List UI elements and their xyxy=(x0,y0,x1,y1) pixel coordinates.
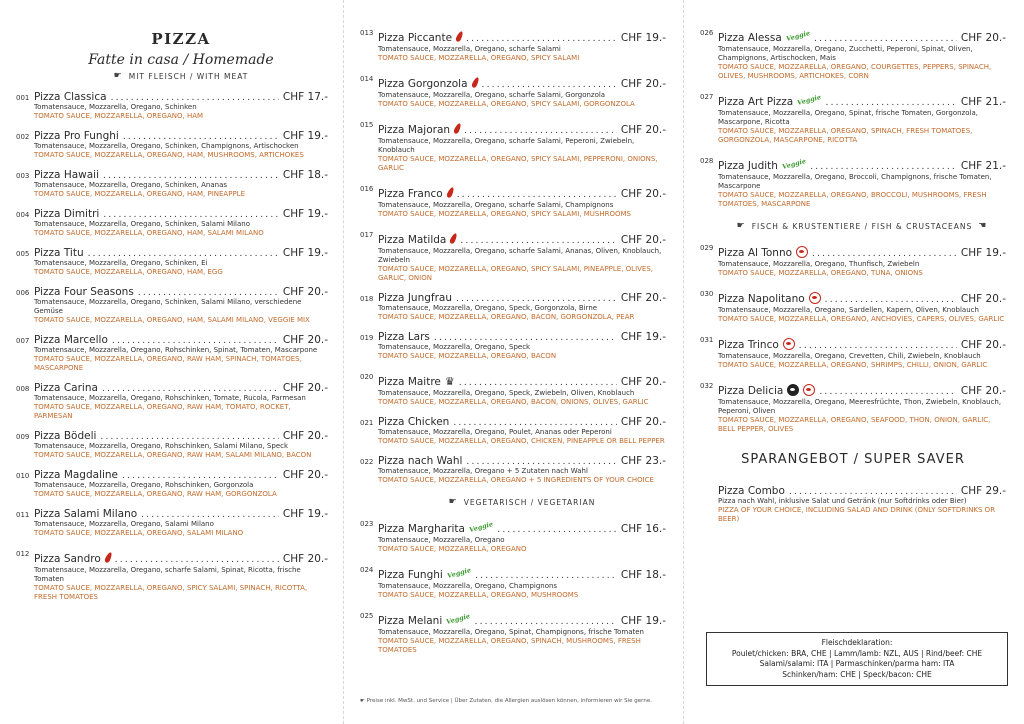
shrimp-icon xyxy=(803,384,815,396)
item-number: 028 xyxy=(700,157,714,165)
item-description-en: TOMATO SAUCE, MOZZARELLA, OREGANO, SPINACH, FRESH TOMATOES, GORGONZOLA, MASCARPONE, RICOTTA xyxy=(718,127,973,144)
dot-leader xyxy=(103,171,279,181)
item-description-en: TOMATO SAUCE, MOZZARELLA, OREGANO + 5 INGREDIENTS OF YOUR CHOICE xyxy=(378,476,654,484)
item-name: Pizza Matilda xyxy=(378,234,447,246)
item-description-en: TOMATO SAUCE, MOZZARELLA, OREGANO xyxy=(378,545,527,553)
menu-item xyxy=(360,292,666,322)
item-number: 006 xyxy=(16,289,30,297)
super-saver-title: SPARANGEBOT / SUPER SAVER xyxy=(741,452,965,467)
item-description-en: TOMATO SAUCE, MOZZARELLA, OREGANO, BACON, ONIONS, OLIVES, GARLIC xyxy=(378,398,649,406)
item-number: 007 xyxy=(16,337,30,345)
menu-list xyxy=(700,26,1006,209)
item-name: Pizza Magdaline xyxy=(34,469,119,481)
item-number: 005 xyxy=(16,250,30,258)
item-icons xyxy=(443,563,471,582)
menu-column-2 xyxy=(360,26,666,664)
veggie-icon: Veggie xyxy=(446,565,472,581)
dot-leader xyxy=(115,555,279,565)
item-description-de: Tomatensauce, Mozzarella, Oregano, Salami Milano xyxy=(34,520,214,528)
menu-item xyxy=(360,517,666,554)
item-name: Pizza Trinco xyxy=(718,339,779,351)
item-number: 032 xyxy=(700,382,714,390)
item-description-en: TOMATO SAUCE, MOZZARELLA, OREGANO, BACON xyxy=(378,352,557,360)
item-description-de: Tomatensauce, Mozzarella, Oregano, Schinken xyxy=(34,103,197,111)
item-price: CHF 20.- xyxy=(282,334,328,346)
dot-leader xyxy=(138,288,279,298)
item-description-de: Tomatensauce, Mozzarella, Oregano, Sardellen, Kapern, Oliven, Knoblauch xyxy=(718,306,979,314)
item-description-de: Pizza nach Wahl, inklusive Salat und Getränk (nur Softdrinks oder Bier) xyxy=(718,497,967,505)
item-price: CHF 19.- xyxy=(620,615,666,627)
menu-item xyxy=(360,370,666,407)
item-description-de: Tomatensauce, Mozzarella, Oregano, scharfe Salami, Peperoni, Zwiebeln, Knoblauch xyxy=(378,137,635,154)
menu-item-combo xyxy=(700,485,1006,524)
item-name: Pizza Art Pizza xyxy=(718,96,794,108)
pointing-hand-icon: ☛ xyxy=(736,221,746,231)
menu-item xyxy=(700,379,1006,434)
dot-leader xyxy=(812,249,957,259)
item-name: Pizza Piccante xyxy=(378,32,453,44)
item-price: CHF 21.- xyxy=(960,96,1006,108)
item-number: 026 xyxy=(700,29,714,37)
menu-item xyxy=(360,26,666,63)
item-number: 010 xyxy=(16,472,30,480)
menu-list xyxy=(16,91,328,602)
dot-leader xyxy=(460,236,617,246)
section-header-fish xyxy=(718,221,1006,231)
dot-leader xyxy=(434,333,617,343)
dot-leader xyxy=(497,525,617,535)
item-description-de: Tomatensauce, Mozzarella, Oregano, Spinat, Champignons, frische Tomaten xyxy=(378,628,644,636)
item-description-de: Tomatensauce, Mozzarella, Oregano, Rohschinken, Salami Milano, Speck xyxy=(34,442,289,450)
menu-item xyxy=(700,287,1006,324)
item-number: 016 xyxy=(360,185,374,193)
item-number: 003 xyxy=(16,172,30,180)
item-name: Pizza Napolitano xyxy=(718,293,805,305)
item-price: CHF 20.- xyxy=(282,469,328,481)
dot-leader xyxy=(814,34,957,44)
item-description-de: Tomatensauce, Mozzarella, Oregano, Speck, Zwiebeln, Oliven, Knoblauch xyxy=(378,389,635,397)
dot-leader xyxy=(103,210,279,220)
item-number: 023 xyxy=(360,520,374,528)
item-description-en: TOMATO SAUCE, MOZZARELLA, OREGANO, HAM xyxy=(34,112,204,120)
item-description-de: Tomatensauce, Mozzarella, Oregano, scharfe Salami, Gorgonzola xyxy=(378,91,606,99)
item-number: 030 xyxy=(700,290,714,298)
menu-item xyxy=(700,90,1006,145)
footnote xyxy=(360,698,670,704)
item-price: CHF 19.- xyxy=(282,247,328,259)
item-number: 025 xyxy=(360,612,374,620)
menu-item xyxy=(16,91,328,121)
declaration-title: Fleischdeklaration: xyxy=(821,638,893,647)
dot-leader xyxy=(464,126,617,136)
item-price: CHF 19.- xyxy=(282,130,328,142)
item-description-en: PIZZA OF YOUR CHOICE, INCLUDING SALAD AND DRINK (ONLY SOFTDRINKS OR BEER) xyxy=(718,506,996,523)
menu-list xyxy=(700,241,1006,434)
declaration-line: Schinken/ham: CHE | Speck/bacon: CHE xyxy=(782,669,932,679)
item-icons xyxy=(101,547,111,566)
item-price: CHF 16.- xyxy=(620,523,666,535)
item-description-de: Tomatensauce, Mozzarella, Oregano, Poulet, Ananas oder Peperoni xyxy=(378,428,612,436)
menu-item xyxy=(16,247,328,277)
item-price: CHF 18.- xyxy=(282,169,328,181)
item-name: Pizza Jungfrau xyxy=(378,292,452,304)
menu-item xyxy=(700,333,1006,370)
menu-item xyxy=(360,416,666,446)
item-price: CHF 19.- xyxy=(282,208,328,220)
fish-icon xyxy=(809,292,821,304)
item-price: CHF 29.- xyxy=(960,485,1006,497)
item-description-en: TOMATO SAUCE, MOZZARELLA, OREGANO, SPINACH, MUSHROOMS, FRESH TOMATOES xyxy=(378,637,641,654)
item-description-de: Tomatensauce, Mozzarella, Oregano xyxy=(378,536,505,544)
section-title: VEGETARISCH / VEGETARIAN xyxy=(463,497,596,507)
dot-leader xyxy=(810,162,957,172)
item-icons xyxy=(452,26,462,45)
item-name: Pizza Al Tonno xyxy=(718,247,793,259)
menu-column-3 xyxy=(700,26,1006,533)
item-name: Pizza Gorgonzola xyxy=(378,78,468,90)
item-price: CHF 20.- xyxy=(282,286,328,298)
dot-leader xyxy=(475,617,617,627)
dot-leader xyxy=(466,34,617,44)
item-description-en: TOMATO SAUCE, MOZZARELLA, OREGANO, RAW HAM, SPINACH, TOMATOES, MASCARPONE xyxy=(34,355,302,372)
item-number: 004 xyxy=(16,211,30,219)
item-description-en: TOMATO SAUCE, MOZZARELLA, OREGANO, SALAMI MILANO xyxy=(34,529,244,537)
item-price: CHF 20.- xyxy=(620,124,666,136)
veggie-icon: Veggie xyxy=(781,156,807,172)
pointing-hand-icon: ☚ xyxy=(978,221,988,231)
item-name: Pizza Sandro xyxy=(34,553,101,565)
section-title: MIT FLEISCH / WITH MEAT xyxy=(128,71,249,81)
item-number: 002 xyxy=(16,133,30,141)
item-name: Pizza Franco xyxy=(378,188,443,200)
item-icons xyxy=(778,154,806,173)
item-description-de: Tomatensauce, Mozzarella, Oregano, Champignons xyxy=(378,582,558,590)
item-name: Pizza Hawaii xyxy=(34,169,99,181)
item-description-en: TOMATO SAUCE, MOZZARELLA, OREGANO, HAM, SALAMI MILANO, VEGGIE MIX xyxy=(34,316,310,324)
item-description-en: TOMATO SAUCE, MOZZARELLA, OREGANO, SPICY SALAMI, PEPPERONI, ONIONS, GARLIC xyxy=(378,155,658,172)
item-description-de: Tomatensauce, Mozzarella, Oregano, Schinken, Champignons, Artischocken xyxy=(34,142,299,150)
item-name: Pizza Dimitri xyxy=(34,208,100,220)
item-price: CHF 18.- xyxy=(620,569,666,581)
item-description-en: TOMATO SAUCE, MOZZARELLA, OREGANO, SHRIMPS, CHILLI, ONION, GARLIC xyxy=(718,361,988,369)
item-description-en: TOMATO SAUCE, MOZZARELLA, OREGANO, CHICKEN, PINEAPPLE OR BELL PEPPER xyxy=(378,437,665,445)
menu-item xyxy=(360,455,666,485)
item-number: 031 xyxy=(700,336,714,344)
item-description-de: Tomatensauce, Mozzarella, Oregano, Speck, Gorgonzola, Birne xyxy=(378,304,598,312)
item-price: CHF 20.- xyxy=(960,293,1006,305)
dot-leader xyxy=(456,294,617,304)
dot-leader xyxy=(111,93,279,103)
item-price: CHF 20.- xyxy=(960,32,1006,44)
item-description-en: TOMATO SAUCE, MOZZARELLA, OREGANO, COURGETTES, PEPPERS, SPINACH, OLIVES, MUSHROOMS, ARTICHOKES, CORN xyxy=(718,63,992,80)
veggie-icon: Veggie xyxy=(445,611,472,627)
item-description-de: Tomatensauce, Mozzarella, Oregano, Rohschinken, Spinat, Tomaten, Mascarpone xyxy=(34,346,318,354)
section-header-meat xyxy=(34,71,328,81)
item-number: 012 xyxy=(16,550,30,558)
item-name: Pizza Four Seasons xyxy=(34,286,134,298)
item-price: CHF 20.- xyxy=(620,78,666,90)
crown-icon: ♛ xyxy=(444,375,455,388)
item-description-en: TOMATO SAUCE, MOZZARELLA, OREGANO, SEAFOOD, THON, ONION, GARLIC, BELL PEPPER, OLIVES xyxy=(718,416,991,433)
dot-leader xyxy=(459,378,617,388)
menu-subtitle: Fatte in casa / Homemade xyxy=(88,52,274,68)
item-number: 015 xyxy=(360,121,374,129)
item-description-de: Tomatensauce, Mozzarella, Oregano, Crevetten, Chili, Zwiebeln, Knoblauch xyxy=(718,352,981,360)
menu-item xyxy=(16,547,328,602)
menu-list xyxy=(360,517,666,655)
chili-pepper-icon xyxy=(453,122,462,134)
dot-leader xyxy=(141,510,279,520)
item-description-en: TOMATO SAUCE, MOZZARELLA, OREGANO, MUSHROOMS xyxy=(378,591,579,599)
item-description-de: Tomatensauce, Mozzarella, Oregano, Schinken, Salami Milano, verschiedene Gemüse xyxy=(34,298,302,315)
menu-list xyxy=(360,26,666,485)
dot-leader xyxy=(88,249,279,259)
item-name: Pizza Salami Milano xyxy=(34,508,138,520)
item-price: CHF 19.- xyxy=(620,331,666,343)
item-icons xyxy=(468,72,478,91)
item-description-en: TOMATO SAUCE, MOZZARELLA, OREGANO, SPICY SALAMI, PINEAPPLE, OLIVES, GARLIC, ONION xyxy=(378,265,654,282)
menu-item xyxy=(360,72,666,109)
item-name: Pizza Chicken xyxy=(378,416,450,428)
item-number: 009 xyxy=(16,433,30,441)
item-number: 024 xyxy=(360,566,374,574)
menu-item xyxy=(16,169,328,199)
menu-item xyxy=(360,331,666,361)
declaration-line: Salami/salami: ITA | Parmaschinken/parma ham: ITA xyxy=(759,659,955,668)
item-name: Pizza Carina xyxy=(34,382,98,394)
item-number: 008 xyxy=(16,385,30,393)
dot-leader xyxy=(453,418,617,428)
item-icons xyxy=(441,370,455,389)
pointing-hand-icon: ☛ xyxy=(360,698,365,704)
item-description-en: TOMATO SAUCE, MOZZARELLA, OREGANO, SPICY SALAMI, MUSHROOMS xyxy=(378,210,631,218)
item-description-en: TOMATO SAUCE, MOZZARELLA, OREGANO, SPICY SALAMI xyxy=(378,54,580,62)
fold-line xyxy=(683,0,684,724)
item-icons xyxy=(782,26,810,45)
item-description-de: Tomatensauce, Mozzarella, Oregano, Schinken, Salami Milano xyxy=(34,220,251,228)
veggie-icon: Veggie xyxy=(468,519,494,535)
menu-item xyxy=(360,609,666,655)
item-name: Pizza Maitre xyxy=(378,376,441,388)
declaration-line: Poulet/chicken: BRA, CHE | Lamm/lamb: NZL, AUS | Rind/beef: CHE xyxy=(731,648,983,658)
menu-item xyxy=(16,334,328,373)
item-price: CHF 20.- xyxy=(960,339,1006,351)
item-number: 013 xyxy=(360,29,374,37)
item-price: CHF 20.- xyxy=(620,234,666,246)
item-number: 017 xyxy=(360,231,374,239)
menu-item xyxy=(360,182,666,219)
item-name: Pizza nach Wahl xyxy=(378,455,463,467)
item-number: 011 xyxy=(16,511,30,519)
menu-item xyxy=(360,563,666,600)
item-name: Pizza Combo xyxy=(718,485,785,497)
menu-item xyxy=(700,154,1006,209)
item-description-en: TOMATO SAUCE, MOZZARELLA, OREGANO, HAM, SALAMI MILANO xyxy=(34,229,264,237)
item-number: 001 xyxy=(16,94,30,102)
item-price: CHF 23.- xyxy=(620,455,666,467)
item-name: Pizza Funghi xyxy=(378,569,443,581)
item-number: 018 xyxy=(360,295,374,303)
dot-leader xyxy=(799,341,957,351)
item-number: 014 xyxy=(360,75,374,83)
chili-pepper-icon xyxy=(449,232,458,244)
menu-item xyxy=(360,228,666,283)
item-price: CHF 20.- xyxy=(282,430,328,442)
item-description-de: Tomatensauce, Mozzarella, Oregano, scharfe Salami, Champignons xyxy=(378,201,614,209)
item-number: 027 xyxy=(700,93,714,101)
item-description-de: Tomatensauce, Mozzarella, Oregano, Schinken, Ananas xyxy=(34,181,228,189)
menu-item xyxy=(700,26,1006,81)
item-number: 029 xyxy=(700,244,714,252)
dot-leader xyxy=(826,98,957,108)
item-number: 020 xyxy=(360,373,374,381)
dot-leader xyxy=(482,80,617,90)
fold-line xyxy=(343,0,344,724)
menu-item xyxy=(16,430,328,460)
item-description-en: TOMATO SAUCE, MOZZARELLA, OREGANO, HAM, MUSHROOMS, ARTICHOKES xyxy=(34,151,304,159)
item-name: Pizza Delicia xyxy=(718,385,784,397)
item-description-en: TOMATO SAUCE, MOZZARELLA, OREGANO, HAM, EGG xyxy=(34,268,223,276)
chili-pepper-icon xyxy=(470,76,479,88)
veggie-icon: Veggie xyxy=(785,28,811,44)
item-description-de: Tomatensauce, Mozzarella, Oregano, Rohschinken, Gorgonzola xyxy=(34,481,254,489)
menu-item xyxy=(360,118,666,173)
menu-item xyxy=(16,508,328,538)
item-price: CHF 20.- xyxy=(282,382,328,394)
menu-item xyxy=(16,130,328,160)
item-icons xyxy=(779,333,795,352)
item-description-en: TOMATO SAUCE, MOZZARELLA, OREGANO, SPICY SALAMI, SPINACH, RICOTTA, FRESH TOMATOES xyxy=(34,584,308,601)
menu-item xyxy=(16,208,328,238)
item-description-en: TOMATO SAUCE, MOZZARELLA, OREGANO, SPICY SALAMI, GORGONZOLA xyxy=(378,100,635,108)
pointing-hand-icon: ☛ xyxy=(448,497,458,507)
item-icons xyxy=(792,241,808,260)
shrimp-icon xyxy=(783,338,795,350)
item-description-en: TOMATO SAUCE, MOZZARELLA, OREGANO, BACON, GORGONZOLA, PEAR xyxy=(378,313,635,321)
item-description-de: Tomatensauce, Mozzarella, Oregano, Rohschinken, Tomate, Rucola, Parmesan xyxy=(34,394,306,402)
item-name: Pizza Judith xyxy=(718,160,778,172)
item-price: CHF 20.- xyxy=(960,385,1006,397)
item-description-en: TOMATO SAUCE, MOZZARELLA, OREGANO, RAW HAM, GORGONZOLA xyxy=(34,490,277,498)
fish-icon xyxy=(796,246,808,258)
item-number: 019 xyxy=(360,334,374,342)
menu-item xyxy=(16,286,328,325)
dot-leader xyxy=(466,457,617,467)
item-description-en: TOMATO SAUCE, MOZZARELLA, OREGANO, RAW HAM, TOMATO, ROCKET, PARMESAN xyxy=(34,403,291,420)
footnote-text: Preise inkl. MwSt. und Service | Über Zutaten, die Allergien auslösen können, informieren wir Sie gerne. xyxy=(366,698,652,704)
item-price: CHF 20.- xyxy=(282,553,328,565)
pointing-hand-icon: ☛ xyxy=(113,71,123,81)
item-icons xyxy=(446,228,456,247)
menu-title: PIZZA xyxy=(151,30,211,48)
item-name: Pizza Pro Funghi xyxy=(34,130,119,142)
item-number: 021 xyxy=(360,419,374,427)
item-description-en: TOMATO SAUCE, MOZZARELLA, OREGANO, TUNA, ONIONS xyxy=(718,269,923,277)
section-title: FISCH & KRUSTENTIERE / FISH & CRUSTACEANS xyxy=(751,221,973,231)
item-icons xyxy=(783,379,815,398)
item-description-en: TOMATO SAUCE, MOZZARELLA, OREGANO, BROCCOLI, MUSHROOMS, FRESH TOMATOES, MASCARPONE xyxy=(718,191,987,208)
item-description-de: Tomatensauce, Mozzarella, Oregano, Meeresfrüchte, Thon, Zwiebeln, Knoblauch, Peperoni, Oliven xyxy=(718,398,1002,415)
item-description-en: TOMATO SAUCE, MOZZARELLA, OREGANO, HAM, PINEAPPLE xyxy=(34,190,245,198)
item-description-de: Tomatensauce, Mozzarella, Oregano, Spinat, frische Tomaten, Gorgonzola, Mascarpone, Ricotta xyxy=(718,109,978,126)
menu-item xyxy=(700,241,1006,278)
section-header-vegetarian xyxy=(378,497,666,507)
item-icons xyxy=(793,90,821,109)
dot-leader xyxy=(102,384,279,394)
item-price: CHF 20.- xyxy=(620,376,666,388)
dot-leader xyxy=(825,295,957,305)
dot-leader xyxy=(112,336,279,346)
item-description-en: TOMATO SAUCE, MOZZARELLA, OREGANO, RAW HAM, SALAMI MILANO, BACON xyxy=(34,451,312,459)
item-price: CHF 19.- xyxy=(960,247,1006,259)
meat-declaration-box xyxy=(706,632,1008,686)
item-description-de: Tomatensauce, Mozzarella, Oregano, Schinken, Ei xyxy=(34,259,208,267)
item-description-de: Tomatensauce, Mozzarella, Oregano, scharfe Salami, Ananas, Oliven, Knoblauch, Zwiebeln xyxy=(378,247,662,264)
dot-leader xyxy=(789,487,957,497)
item-icons xyxy=(443,182,453,201)
item-description-de: Tomatensauce, Mozzarella, Oregano, Broccoli, Champignons, frische Tomaten, Mascarpone xyxy=(718,173,992,190)
menu-column-1 xyxy=(16,26,328,611)
item-price: CHF 17.- xyxy=(282,91,328,103)
item-name: Pizza Majoran xyxy=(378,124,451,136)
item-price: CHF 20.- xyxy=(620,188,666,200)
dot-leader xyxy=(123,132,279,142)
dot-leader xyxy=(122,471,279,481)
fish-icon xyxy=(787,384,799,396)
item-description-de: Tomatensauce, Mozzarella, Oregano, Zucchetti, Peperoni, Spinat, Oliven, Champignons, Artischocken, Mais xyxy=(718,45,973,62)
menu-item xyxy=(16,469,328,499)
dot-leader xyxy=(819,387,957,397)
veggie-icon: Veggie xyxy=(796,92,823,108)
item-price: CHF 20.- xyxy=(620,292,666,304)
item-description-en: TOMATO SAUCE, MOZZARELLA, OREGANO, ANCHOVIES, CAPERS, OLIVES, GARLIC xyxy=(718,315,1005,323)
item-description-de: Tomatensauce, Mozzarella, Oregano, scharfe Salami, Spinat, Ricotta, frische Tomaten xyxy=(34,566,301,583)
item-name: Pizza Alessa xyxy=(718,32,782,44)
item-price: CHF 20.- xyxy=(620,416,666,428)
dot-leader xyxy=(100,432,279,442)
menu-item xyxy=(16,382,328,421)
item-icons xyxy=(442,609,470,628)
chili-pepper-icon xyxy=(446,186,455,198)
item-description-de: Tomatensauce, Mozzarella, Oregano, Speck xyxy=(378,343,531,351)
item-price: CHF 19.- xyxy=(282,508,328,520)
item-name: Pizza Margharita xyxy=(378,523,465,535)
item-name: Pizza Lars xyxy=(378,331,430,343)
item-number: 022 xyxy=(360,458,374,466)
item-icons xyxy=(805,287,821,306)
chili-pepper-icon xyxy=(104,551,113,563)
dot-leader xyxy=(457,190,617,200)
item-icons xyxy=(450,118,460,137)
item-name: Pizza Marcello xyxy=(34,334,108,346)
item-name: Pizza Melani xyxy=(378,615,443,627)
item-icons xyxy=(465,517,493,536)
item-name: Pizza Titu xyxy=(34,247,84,259)
item-price: CHF 21.- xyxy=(960,160,1006,172)
item-description-de: Tomatensauce, Mozzarella, Oregano, Thunfisch, Zwiebeln xyxy=(718,260,920,268)
item-description-de: Tomatensauce, Mozzarella, Oregano + 5 Zutaten nach Wahl xyxy=(378,467,588,475)
item-price: CHF 19.- xyxy=(620,32,666,44)
dot-leader xyxy=(475,571,617,581)
item-name: Pizza Classica xyxy=(34,91,107,103)
item-description-de: Tomatensauce, Mozzarella, Oregano, scharfe Salami xyxy=(378,45,561,53)
item-name: Pizza Bödeli xyxy=(34,430,97,442)
chili-pepper-icon xyxy=(455,30,464,42)
